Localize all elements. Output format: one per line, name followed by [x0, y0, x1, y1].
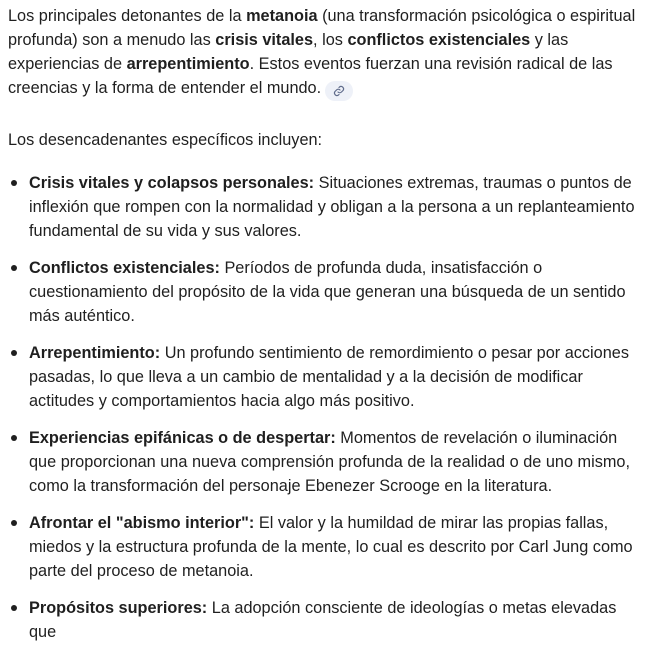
- bullet: [11, 180, 17, 186]
- intro-text-3: , los: [313, 31, 348, 49]
- list-item-text: Períodos de profunda duda, insatisfacción o cuestionamiento del propósito de la vida que generan una búsqueda de un sentido más auténtico.: [29, 259, 626, 325]
- source-link-button[interactable]: [325, 81, 353, 101]
- bullet: [11, 520, 17, 526]
- intro-text-5: . Estos eventos fuerzan una revisión radical de las creencias y la forma de entender el mundo.: [8, 55, 613, 97]
- list-item-text: La adopción consciente de ideologías o metas elevadas que: [29, 599, 617, 641]
- intro-bold-arrepentimiento: arrepentimiento: [126, 55, 250, 73]
- bullet: [11, 435, 17, 441]
- list-item-title: Experiencias epifánicas o de despertar:: [29, 429, 336, 447]
- list-item-text: Momentos de revelación o iluminación que proporcionan una nueva comprensión profunda de la realidad o de uno mismo, como la transformación del personaje Ebenezer Scrooge en la literatura.: [29, 429, 630, 495]
- list-intro: Los desencadenantes específicos incluyen:: [8, 131, 323, 149]
- list-item: [8, 171, 648, 243]
- list-item-text: Situaciones extremas, traumas o puntos de inflexión que rompen con la normalidad y obligan a la persona a un replanteamiento fundamental de su vida y sus valores.: [29, 174, 635, 240]
- bullet: [11, 350, 17, 356]
- list-item: [8, 426, 648, 498]
- list-item: [8, 511, 648, 583]
- list-item-title: Propósitos superiores:: [29, 599, 208, 617]
- list-item: [8, 596, 648, 644]
- list-item-title: Conflictos existenciales:: [29, 259, 220, 277]
- intro-text-2: (una transformación psicológica o espiritual profunda) son a menudo las: [8, 7, 636, 49]
- intro-bold-crisis: crisis vitales: [215, 31, 314, 49]
- intro-text-4: y las experiencias de: [8, 31, 569, 73]
- intro-paragraph: [8, 4, 648, 101]
- list-item-text: El valor y la humildad de mirar las propias fallas, miedos y la estructura profunda de la mente, lo cual es descrito por Carl Jung como parte del proceso de metanoia.: [29, 514, 633, 580]
- intro-bold-metanoia: metanoia: [246, 7, 318, 25]
- list-item-text: Un profundo sentimiento de remordimiento o pesar por acciones pasadas, lo que lleva a un cambio de mentalidad y a la decisión de modificar actitudes y comportamientos hacia algo más positivo.: [29, 344, 629, 410]
- link-icon: [333, 85, 345, 97]
- bullet: [11, 605, 17, 611]
- intro-text-1: Los principales detonantes de la: [8, 7, 247, 25]
- list-item-title: Crisis vitales y colapsos personales:: [29, 174, 315, 192]
- list-item-title: Arrepentimiento:: [29, 344, 161, 362]
- intro-bold-conflictos: conflictos existenciales: [347, 31, 531, 49]
- list-item-title: Afrontar el "abismo interior":: [29, 514, 255, 532]
- response-content: [8, 4, 648, 657]
- list-item: [8, 256, 648, 328]
- bullet: [11, 265, 17, 271]
- list-item: [8, 341, 648, 413]
- triggers-list: [8, 171, 648, 644]
